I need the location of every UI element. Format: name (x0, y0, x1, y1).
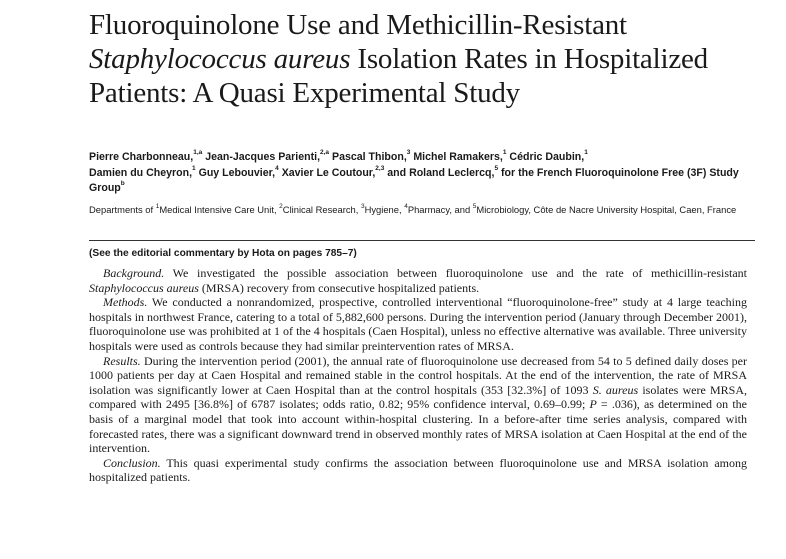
author-name: Damien du Cheyron, (89, 166, 193, 179)
author-name: Pascal Thibon, (329, 151, 407, 163)
conclusion-text: This quasi experimental study confirms the association between fluoroquinolone use and MRSA isolation among hospitalized patients. (89, 455, 747, 485)
affiliation-mark: 2 (279, 202, 283, 210)
affiliation-text: Microbiology, Côte de Nacre University Hospital, Caen, France (476, 204, 737, 215)
affiliation-text: Hygiene, (364, 204, 405, 215)
background-heading: Background. (103, 266, 165, 280)
affiliation-text: Clinical Research, (282, 204, 361, 215)
affiliation-mark: 3 (360, 202, 365, 210)
author-affiliation-mark: 2,3 (375, 164, 385, 172)
author-name: Michel Ramakers, (410, 151, 503, 163)
results-heading: Results. (103, 353, 141, 368)
article-title (89, 8, 769, 110)
author-name: Pierre Charbonneau, (89, 151, 194, 163)
author-affiliation-mark: 4 (275, 164, 279, 172)
methods-text: We conducted a nonrandomized, prospective, controlled interventional “fluoroquinolone-free” study at 4 large teaching hospitals in northwest France, catering to a total of 5,882,600 persons. During the intervention period (January through December 2001), fluoroquinolone use was prohibited at 1 of the 4 hospitals (Caen Hospital), unless no effective alternative was available. Three university hospitals were used as controls because they had similar preintervention rates of MRSA. (89, 295, 747, 353)
author-affiliation-mark: 1 (192, 164, 196, 172)
author-affiliation-mark: 1 (502, 149, 507, 157)
author-name: Cédric Daubin, (506, 151, 585, 163)
p-value-symbol: P (589, 397, 597, 412)
author-affiliation-mark: 1,a (193, 149, 203, 157)
affiliations (89, 204, 769, 217)
author-name: Guy Lebouvier, (195, 166, 276, 179)
author-name: and Roland Leclercq, (384, 166, 495, 179)
results-text: isolates were MRSA, compared with 2495 [36.8%] of 6787 isolates; odds ratio, 0.82; 95% confidence interval, 0.69–0.99; (89, 382, 747, 412)
background-text: We investigated the possible association between fluoroquinolone use and the rate of methicillin-resistant (164, 266, 747, 280)
author-affiliation-mark: 2,a (320, 149, 330, 157)
section-divider (89, 240, 755, 241)
title-italic-organism: Staphylococcus aureus (89, 43, 351, 75)
author-affiliation-mark: 1 (584, 149, 588, 157)
author-affiliation-mark: b (120, 180, 125, 188)
results-text: = .036), as determined on the basis of a marginal model that took into account within-hospital clustering. In a before-after time series analysis, compared with forecasted rates, there was a significant downward trend in observed monthly rates of MRSA isolation at Caen Hospital at the end of the intervention. (89, 397, 747, 456)
author-list (89, 150, 769, 197)
abstract-conclusion (89, 456, 747, 485)
affiliation-mark: 5 (472, 202, 477, 210)
background-text: (MRSA) recovery from consecutive hospitalized patients. (198, 280, 480, 295)
affiliation-mark: 4 (404, 202, 408, 210)
study-group-name: for the French Fluoroquinolone Free (3F) Study Group (89, 166, 739, 194)
abstract (89, 266, 747, 485)
title-rest: Isolation Rates in Hospitalized Patients: A Quasi Experimental Study (89, 43, 708, 109)
abstract-background (89, 266, 747, 295)
author-affiliation-mark: 3 (406, 149, 411, 157)
methods-heading: Methods. (103, 295, 148, 310)
abstract-results (89, 354, 747, 456)
affiliation-mark: 1 (155, 202, 160, 210)
conclusion-heading: Conclusion. (103, 455, 161, 470)
author-name: Jean-Jacques Parienti, (202, 151, 321, 163)
organism-name: S. aureus (592, 382, 639, 397)
organism-name: Staphylococcus aureus (89, 280, 199, 295)
abstract-methods (89, 295, 747, 353)
affiliation-prefix: Departments of (89, 204, 156, 215)
author-affiliation-mark: 5 (494, 164, 499, 172)
title-line1: Fluoroquinolone Use and Methicillin-Resistant (89, 9, 627, 41)
editorial-note: (See the editorial commentary by Hota on pages 785–7) (89, 248, 357, 259)
affiliation-text: Pharmacy, and (407, 204, 473, 215)
results-text: During the intervention period (2001), the annual rate of fluoroquinolone use decreased from 54 to 5 defined daily doses per 1000 patients per day at Caen Hospital and remained stable in the control hospitals. At the end of the intervention, the rate of MRSA isolation was significantly lower at Caen Hospital than at the control hospitals (353 [32.3%] of 1093 (89, 353, 747, 397)
affiliation-text: Medical Intensive Care Unit, (159, 204, 280, 215)
author-name: Xavier Le Coutour, (278, 166, 376, 179)
